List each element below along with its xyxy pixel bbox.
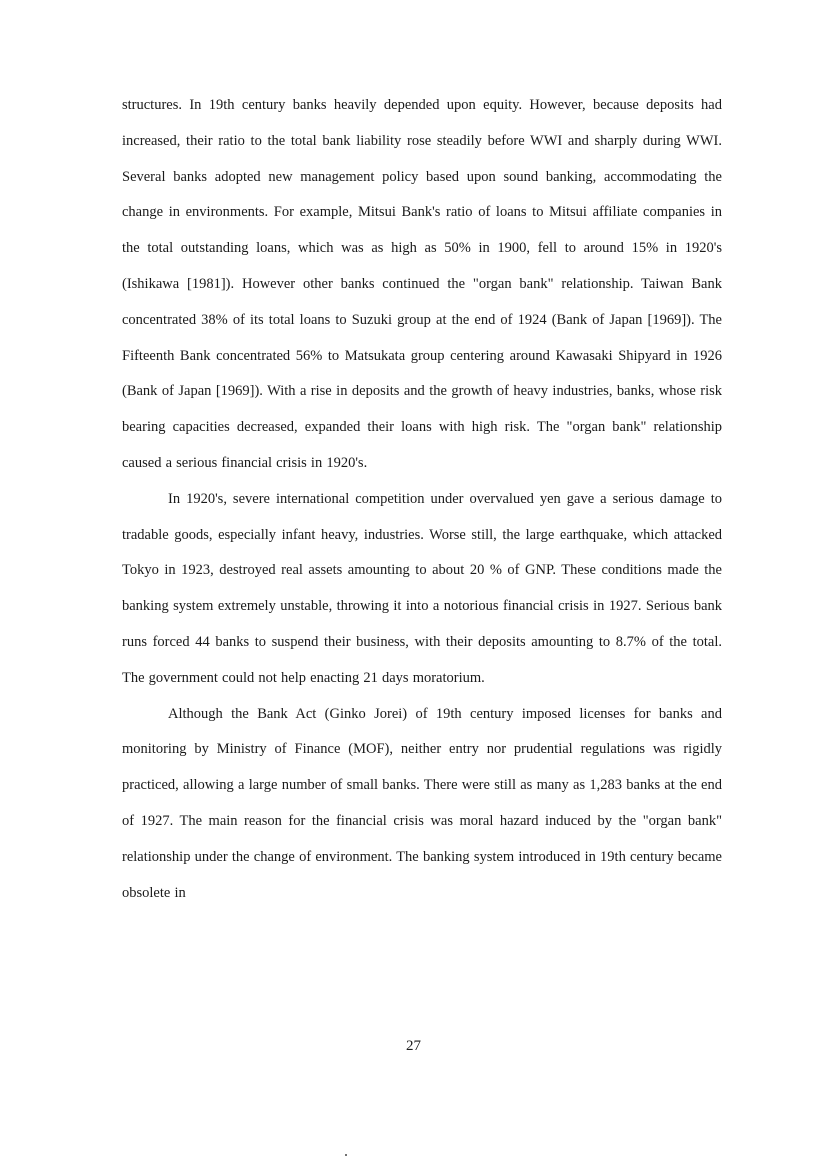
page-number: 27 bbox=[406, 1038, 421, 1054]
paragraph-2: In 1920's, severe international competition under overvalued yen gave a serious damage to tradable goods, especially infant heavy, industries. Worse still, the large earthquake, which attacked Tokyo in 1923, destroyed real assets amounting to about 20 % of GNP. These conditions made the banking system extremely unstable, throwing it into a notorious financial crisis in 1927. Serious bank runs forced 44 banks to suspend their business, with their deposits amounting to 8.7% of the total. The government could not help enacting 21 days moratorium. bbox=[122, 490, 722, 686]
scan-speck bbox=[345, 1154, 347, 1156]
paragraph-3: Although the Bank Act (Ginko Jorei) of 19th century imposed licenses for banks and monitoring by Ministry of Finance (MOF), neither entry nor prudential regulations was rigidly practiced, allowing a large number of small banks. There were still as many as 1,283 banks at the end of 1927. The main reason for the financial crisis was moral hazard induced by the "organ bank" relationship under the change of environment. The banking system introduced in 19th century became obsolete in bbox=[122, 705, 722, 901]
body-text bbox=[122, 88, 722, 911]
paragraph-1: structures. In 19th century banks heavily depended upon equity. However, because deposits had increased, their ratio to the total bank liability rose steadily before WWI and sharply during WWI. Several banks adopted new management policy based upon sound banking, accommodating the change in environments. For example, Mitsui Bank's ratio of loans to Mitsui affiliate companies in the total outstanding loans, which was as high as 50% in 1900, fell to around 15% in 1920's (Ishikawa [1981]). However other banks continued the "organ bank" relationship. Taiwan Bank concentrated 38% of its total loans to Suzuki group at the end of 1924 (Bank of Japan [1969]). The Fifteenth Bank concentrated 56% to Matsukata group centering around Kawasaki Shipyard in 1926 (Bank of Japan [1969]). With a rise in deposits and the growth of heavy industries, banks, whose risk bearing capacities decreased, expanded their loans with high risk. The "organ bank" relationship caused a serious financial crisis in 1920's. bbox=[122, 97, 722, 471]
